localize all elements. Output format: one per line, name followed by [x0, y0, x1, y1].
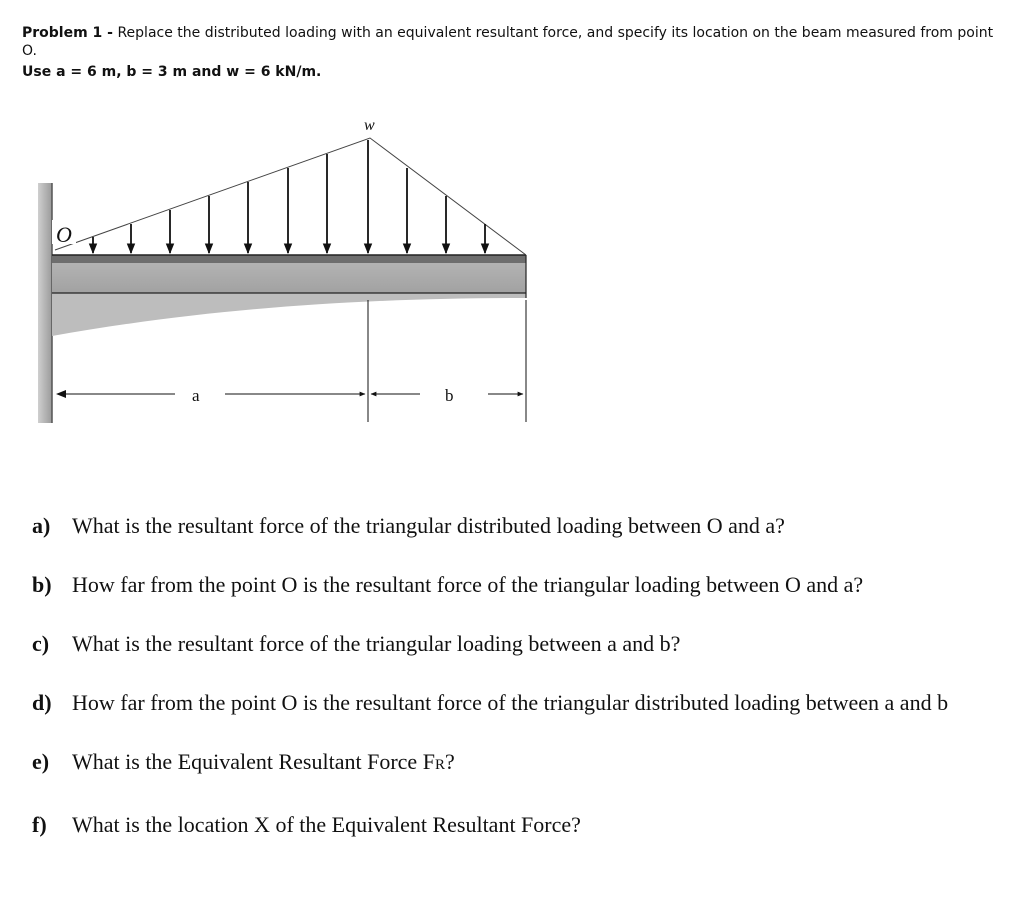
- problem-statement: [22, 24, 1002, 81]
- question-e: [32, 748, 1022, 779]
- question-c: [32, 630, 1022, 657]
- question-label: f): [32, 812, 47, 837]
- question-d: [32, 689, 1022, 716]
- problem-text: Replace the distributed loading with an equivalent resultant force, and specify its location on the beam measured from point O.: [22, 25, 994, 59]
- dimension-label-b: b: [445, 386, 454, 405]
- question-label: a): [32, 513, 51, 538]
- question-b: [32, 571, 1022, 598]
- given-values: Use a = 6 m, b = 3 m and w = 6 kN/m.: [22, 64, 322, 80]
- force-subscript: R: [434, 757, 445, 773]
- question-text: What is the Equivalent Resultant Force F: [72, 749, 435, 774]
- problem-label: Problem 1 -: [22, 25, 113, 41]
- question-f: [32, 811, 1022, 838]
- question-text-wrap: [72, 748, 1022, 779]
- question-text: How far from the point O is the resultant force of the triangular distributed loading between a and b: [72, 690, 949, 715]
- question-text: What is the resultant force of the triangular loading between a and b?: [72, 631, 681, 656]
- question-list: [32, 512, 1022, 870]
- question-label: b): [32, 572, 52, 597]
- question-text: What is the resultant force of the triangular distributed loading between O and a?: [72, 513, 785, 538]
- question-text: How far from the point O is the resultant force of the triangular loading between O and a?: [72, 572, 864, 597]
- question-label: c): [32, 631, 50, 656]
- beam-diagram: [0, 100, 560, 460]
- question-tail: ?: [444, 749, 455, 774]
- question-label: d): [32, 690, 52, 715]
- problem-description: [22, 24, 1002, 60]
- load-envelope: [55, 138, 526, 255]
- fixed-wall: [38, 183, 52, 423]
- load-arrows: [93, 140, 485, 253]
- point-o-label: O: [56, 222, 72, 247]
- dimension-label-a: a: [192, 386, 200, 405]
- question-label: e): [32, 749, 50, 774]
- cantilever-beam: [52, 255, 526, 336]
- question-a: [32, 512, 1022, 539]
- question-text: What is the location X of the Equivalent Resultant Force?: [72, 812, 581, 837]
- load-label-w: w: [364, 117, 375, 134]
